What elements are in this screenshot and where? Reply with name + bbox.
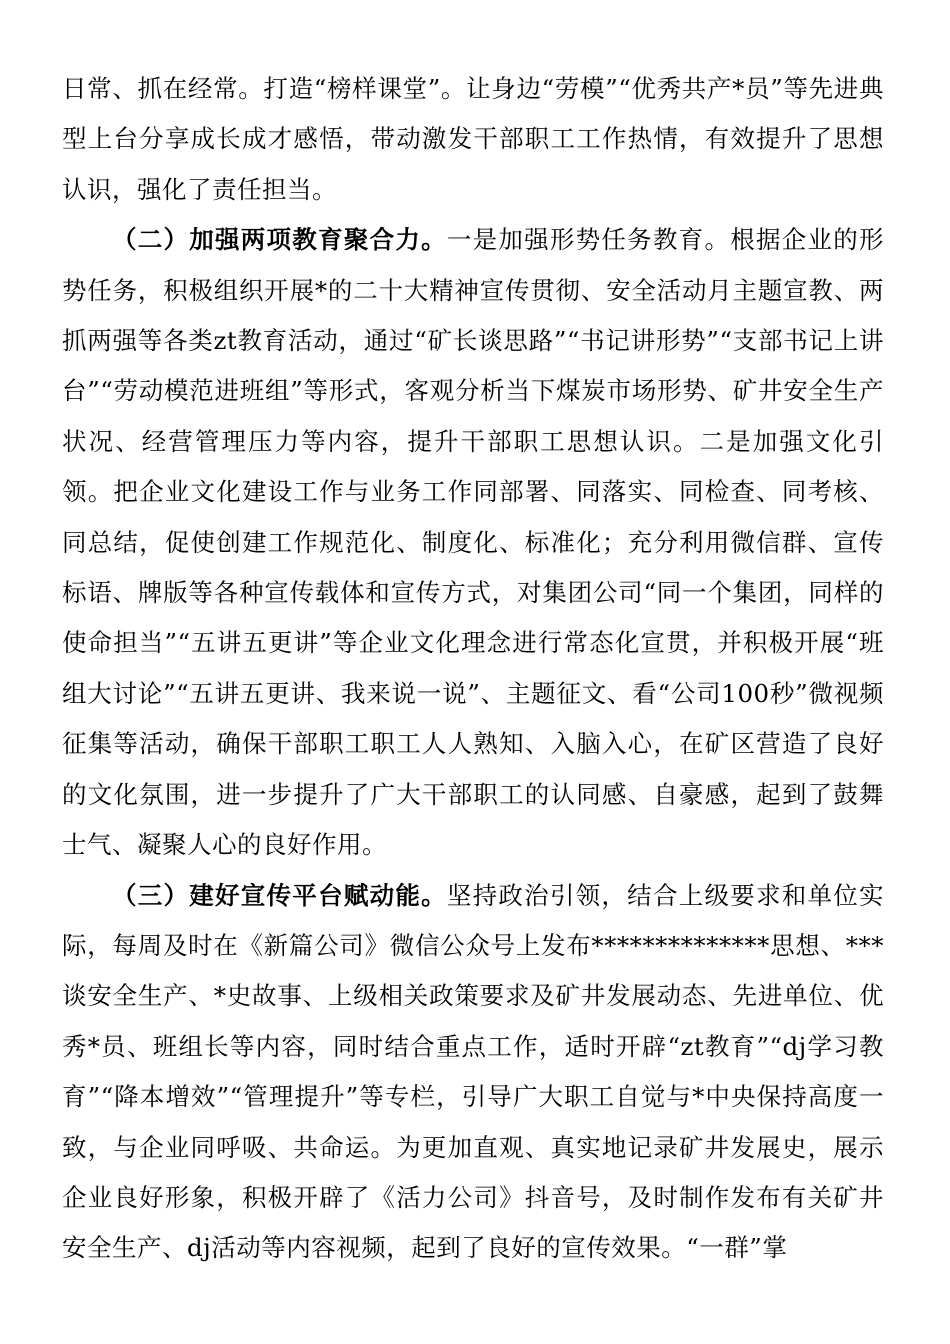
paragraph-heading: （三）建好宣传平台赋动能。 bbox=[112, 880, 447, 910]
paragraph-education bbox=[62, 215, 884, 870]
paragraph-publicity-platform bbox=[62, 871, 884, 1274]
paragraph-heading: （二）加强两项教育聚合力。 bbox=[112, 225, 447, 255]
document-page bbox=[62, 64, 884, 1274]
paragraph-body: 坚持政治引领，结合上级要求和单位实际，每周及时在《新篇公司》微信公众号上发布**************思想、***谈安全生产、*史故事、上级相关政策要求及矿井发展动态、先进单位、优秀*员、班组长等内容，同时结合重点工作，适时开辟“zt教育”“dj学习教育”“降本增效”“管理提升”等专栏，引导广大职工自觉与*中央保持高度一致，与企业同呼吸、共命运。为更加直观、真实地记录矿井发展史，展示企业良好形象，积极开辟了《活力公司》抖音号，及时制作发布有关矿井安全生产、dj活动等内容视频，起到了良好的宣传效果。“一群”掌 bbox=[62, 880, 885, 1263]
paragraph-continuation bbox=[62, 64, 884, 215]
paragraph-body: 一是加强形势任务教育。根据企业的形势任务，积极组织开展*的二十大精神宣传贯彻、安全活动月主题宣教、两抓两强等各类zt教育活动，通过“矿长谈思路”“书记讲形势”“支部书记上讲台”“劳动模范进班组”等形式，客观分析当下煤炭市场形势、矿井安全生产状况、经营管理压力等内容，提升干部职工思想认识。二是加强文化引领。把企业文化建设工作与业务工作同部署、同落实、同检查、同考核、同总结，促使创建工作规范化、制度化、标准化；充分利用微信群、宣传标语、牌版等各种宣传载体和宣传方式，对集团公司“同一个集团，同样的使命担当”“五讲五更讲”等企业文化理念进行常态化宣贯，并积极开展“班组大讨论”“五讲五更讲、我来说一说”、主题征文、看“公司100秒”微视频征集等活动，确保干部职工职工人人熟知、入脑入心，在矿区营造了良好的文化氛围，进一步提升了广大干部职工的认同感、自豪感，起到了鼓舞士气、凝聚人心的良好作用。 bbox=[62, 225, 885, 860]
paragraph-body: 日常、抓在经常。打造“榜样课堂”。让身边“劳模”“优秀共产*员”等先进典型上台分享成长成才感悟，带动激发干部职工工作热情，有效提升了思想认识，强化了责任担当。 bbox=[62, 74, 884, 204]
